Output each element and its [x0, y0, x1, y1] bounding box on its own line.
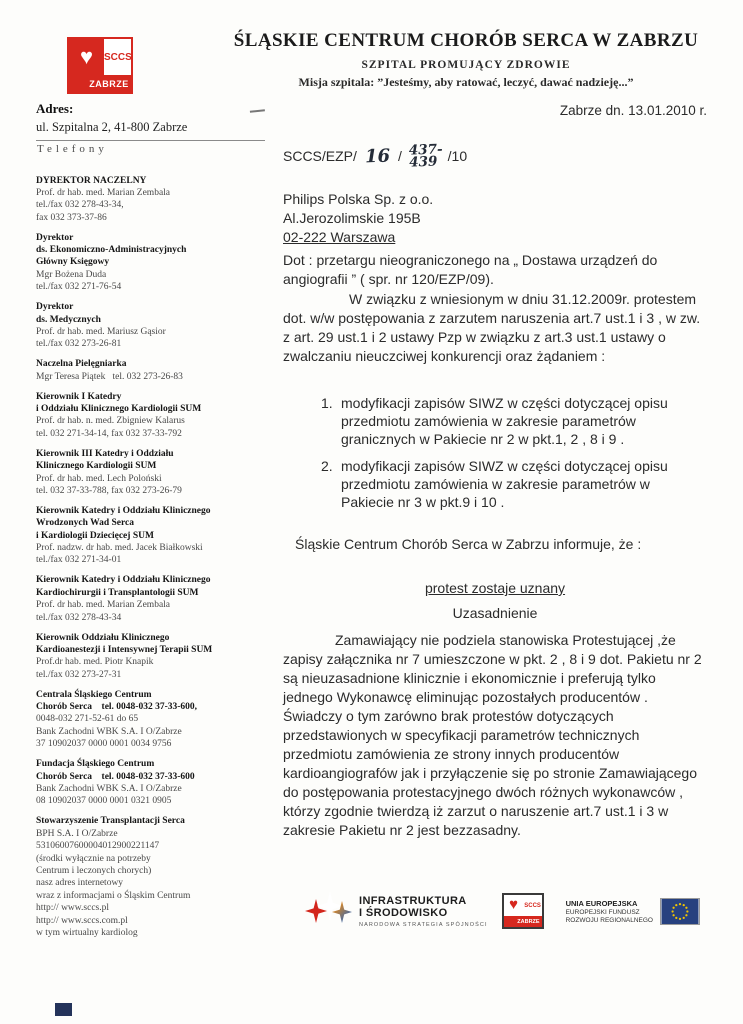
logo-sccs-text: SCCS — [104, 51, 132, 63]
sidebar-line: 0048-032 271-52-61 do 65 — [36, 714, 139, 725]
logo-zabrze-text: ZABRZE — [89, 78, 129, 89]
heart-icon — [69, 39, 104, 75]
demands-list — [321, 394, 675, 520]
eu-flag-icon — [660, 898, 700, 925]
ref-printed: SCCS/EZP/ — [283, 148, 357, 164]
list-item — [321, 457, 675, 511]
sidebar-line: Dyrektor — [36, 302, 74, 313]
sidebar-line: ds. Ekonomiczno-Administracyjnych — [36, 245, 187, 256]
footer-logo-sccs-text: SCCS — [524, 902, 541, 909]
eu-line3: ROZWOJU REGIONALNEGO — [565, 916, 653, 924]
sidebar-line: nasz adres internetowy — [36, 878, 124, 889]
sidebar-line: Wrodzonych Wad Serca — [36, 518, 135, 529]
list-item-number: 2. — [321, 458, 333, 474]
sidebar-line: Kardiochirurgii i Transplantologii SUM — [36, 587, 199, 598]
sidebar-line: Kierownik Katedry i Oddziału Klinicznego — [36, 575, 211, 586]
sidebar-line: Bank Zachodni WBK S.A. I O/Zabrze — [36, 726, 182, 737]
sidebar-line: Prof. dr hab. med. Lech Poloński — [36, 473, 162, 484]
eu-text — [566, 899, 653, 924]
list-item-number: 1. — [321, 395, 333, 411]
sidebar-directory — [36, 167, 267, 939]
intro-paragraph: W związku z wniesionym w dniu 31.12.2009r. protestem dot. w/w postępowania z zarzutem naruszenia art.7 ust.1 i 3 , w zw. z art. 29 ust.1 i 2 ustawy Pzp w związku z art.3 ust.1 ustawy o zwalczaniu nieuczciwej konkurencji oraz żądaniem : — [283, 291, 701, 364]
sidebar-line: Kierownik III Katedry i Oddziału — [36, 448, 174, 459]
footer-logos — [305, 889, 700, 933]
justification-heading: Uzasadnienie — [452, 605, 538, 621]
sidebar-line: http:// www.sccs.com.pl — [36, 915, 128, 926]
sidebar-line: Kierownik Katedry i Oddziału Klinicznego — [36, 505, 211, 516]
sidebar-line: Prof.dr hab. med. Piotr Knapik — [36, 657, 154, 668]
sidebar-line: tel. 032 271-34-14, fax 032 37-33-792 — [36, 428, 182, 439]
recipient-name: Philips Polska Sp. z o.o. — [283, 191, 434, 207]
recipient-street: Al.Jerozolimskie 195B — [283, 210, 421, 226]
infra-line3: NARODOWA STRATEGIA SPÓJNOŚCI — [359, 921, 488, 928]
subject-line: Dot : przetargu nieograniczonego na „ Dostawa urządzeń do angiografii ” ( spr. nr 120/EZP/09). — [283, 252, 658, 287]
sidebar-line: Kierownik Oddziału Klinicznego — [36, 632, 170, 643]
heart-glyph: ♥ — [79, 44, 94, 69]
ref-range-top: 437- — [408, 141, 443, 159]
sidebar-line: i Oddziału Klinicznego Kardiologii SUM — [36, 404, 202, 414]
informs-line: Śląskie Centrum Chorób Serca w Zabrzu informuje, że : — [295, 536, 642, 552]
sidebar-line: Mgr Teresa Piątek tel. 032 273-26-83 — [36, 371, 183, 382]
sidebar-line: tel./fax 032 273-27-31 — [36, 669, 122, 680]
decision-line: protest zostaje uznany — [424, 580, 566, 596]
sidebar-line: Dyrektor — [36, 232, 74, 243]
list-item — [321, 394, 675, 448]
sidebar-line: 53106007600004012900221147 — [36, 841, 160, 852]
eu-line1: UNIA EUROPEJSKA — [565, 898, 638, 908]
sidebar-line: Prof. dr hab. med. Mariusz Gąsior — [36, 326, 166, 337]
ref-handwritten-number: 16 — [364, 145, 391, 167]
sidebar-line: Stowarzyszenie Transplantacji Serca — [36, 816, 185, 827]
list-item-text: modyfikacji zapisów SIWZ w części dotyczącej opisu przedmiotu zamówienia w zakresie parametrów w Pakiecie nr 3 w pkt.9 i 10 . — [341, 458, 668, 510]
infrastruktura-logo — [305, 889, 488, 933]
sccs-logo — [67, 37, 133, 94]
sidebar-line: Główny Księgowy — [36, 257, 110, 268]
sidebar-line: Chorób Serca tel. 0048-032 37-33-600, — [36, 702, 198, 713]
sidebar-line: Fundacja Śląskiego Centrum — [36, 759, 155, 770]
sidebar-line: tel./fax 032 271-76-54 — [36, 282, 122, 293]
ref-range-bottom: 439 — [408, 153, 438, 171]
sidebar-line: Prof. dr hab. med. Marian Zembala — [36, 600, 171, 611]
star-red-icon — [305, 899, 327, 923]
sidebar-line: ds. Medycznych — [36, 314, 101, 325]
sidebar-line: Kardioanestezji i Intensywnej Terapii SUM — [36, 644, 213, 655]
letter-date: Zabrze dn. 13.01.2010 r. — [559, 103, 707, 118]
sidebar-line: (środki wyłącznie na potrzeby — [36, 853, 151, 864]
infra-line2: I ŚRODOWISKO — [359, 906, 448, 919]
sccs-footer-logo — [502, 893, 544, 929]
sidebar-line: tel./fax 032 273-26-81 — [36, 339, 122, 350]
footer-logo-zabrze-text: ZABRZE — [517, 918, 540, 925]
sidebar-line: BPH S.A. I O/Zabrze — [36, 828, 118, 839]
scan-artifact — [55, 1003, 72, 1016]
nss-stars-icon — [305, 889, 353, 933]
sidebar-line: Centrala Śląskiego Centrum — [36, 689, 152, 700]
sidebar-line: Mgr Bożena Duda — [36, 269, 107, 280]
sidebar-line: Prof. nadzw. dr hab. med. Jacek Białkowski — [36, 543, 203, 554]
sidebar-line: http:// www.sccs.pl — [36, 903, 110, 914]
letter-body — [283, 0, 707, 1024]
star-white-icon — [317, 891, 343, 921]
ref-separator: / — [397, 148, 402, 164]
sidebar-line: Prof. dr hab. med. Marian Zembala — [36, 187, 171, 198]
address-label: Adres: — [36, 101, 74, 116]
organization-subtitle: SZPITAL PROMUJĄCY ZDROWIE — [361, 59, 571, 71]
phones-heading: Telefony — [37, 143, 108, 155]
mission-statement: Misja szpitala: ”Jesteśmy, aby ratować, leczyć, dawać nadzieję...” — [298, 75, 634, 89]
sidebar-line: 08 10902037 0000 0001 0321 0905 — [36, 796, 172, 807]
sidebar-line: Centrum i leczonych chorych) — [36, 865, 152, 876]
sidebar-line: Chorób Serca tel. 0048-032 37-33-600 — [36, 771, 195, 782]
sidebar-line: tel./fax 032 278-43-34 — [36, 612, 122, 623]
sidebar-line: w tym wirtualny kardiolog — [36, 927, 138, 938]
eu-logo — [566, 898, 700, 925]
address-block — [36, 101, 265, 141]
sidebar-line: Kierownik I Katedry — [36, 391, 122, 402]
sidebar-line: Prof. dr hab. n. med. Zbigniew Kalarus — [36, 416, 185, 427]
sidebar-line: tel./fax 032 271-34-01 — [36, 555, 122, 566]
sidebar-line: Naczelna Pielęgniarka — [36, 359, 127, 370]
sidebar-line: fax 032 373-37-86 — [36, 212, 107, 223]
recipient-city: 02-222 Warszawa — [283, 229, 396, 245]
ref-year: /10 — [447, 148, 468, 164]
address-value: ul. Szpitalna 2, 41-800 Zabrze — [36, 120, 188, 134]
sidebar-line: wraz z informacjami o Śląskim Centrum — [36, 890, 191, 901]
sidebar-line: i Kardiologii Dziecięcej SUM — [36, 530, 154, 541]
infra-text — [359, 895, 488, 928]
reference-number — [283, 141, 468, 171]
sidebar-line: 37 10902037 0000 0001 0034 9756 — [36, 739, 172, 750]
list-item-text: modyfikacji zapisów SIWZ w części dotyczącej opisu przedmiotu zamówienia w zakresie parametrów granicznych w Pakiecie nr 2 w pkt.1, 2 , 8 i 9 . — [341, 395, 668, 447]
heart-icon — [504, 895, 524, 916]
ref-handwritten-range — [408, 141, 443, 171]
heart-glyph: ♥ — [509, 897, 519, 913]
sidebar-line: tel./fax 032 278-43-34, — [36, 200, 124, 211]
sidebar-line: Bank Zachodni WBK S.A. I O/Zabrze — [36, 783, 182, 794]
eu-line2: EUROPEJSKI FUNDUSZ — [565, 908, 640, 916]
recipient-address — [283, 190, 433, 247]
sidebar-line: DYREKTOR NACZELNY — [36, 175, 147, 186]
organization-title: ŚLĄSKIE CENTRUM CHORÓB SERCA W ZABRZU — [233, 30, 699, 51]
sidebar-line: Klinicznego Kardiologii SUM — [36, 461, 157, 472]
justification-paragraph: Zamawiający nie podziela stanowiska Protestującej ,że zapisy załącznika nr 7 umieszczone w pkt. 2 , 8 i 9 dot. Pakietu nr 2 są nieuzasadnione klinicznie i ekonomicznie i preferują tylko jednego Wykonawcę eliminując pozostałych producentów . Świadczy o tym zarówno brak protestów dotyczących przedstawionych w specyfikacji parametrów technicznych przedmiotu zamówienia ze strony innych producentów kardioangiografów jak i przyłączenie się po stronie Zamawiającego do postępowania protestacyjnego dwóch różnych wykonawców , którzy zgodnie twierdzą iż zarzut o naruszenie art.7 ust.1 i 3 w zakresie Pakietu nr 2 jest bezzasadny. — [283, 632, 702, 838]
sidebar-line: tel. 032 37-33-788, fax 032 273-26-79 — [36, 485, 182, 496]
infra-line1: INFRASTRUKTURA — [359, 894, 467, 907]
